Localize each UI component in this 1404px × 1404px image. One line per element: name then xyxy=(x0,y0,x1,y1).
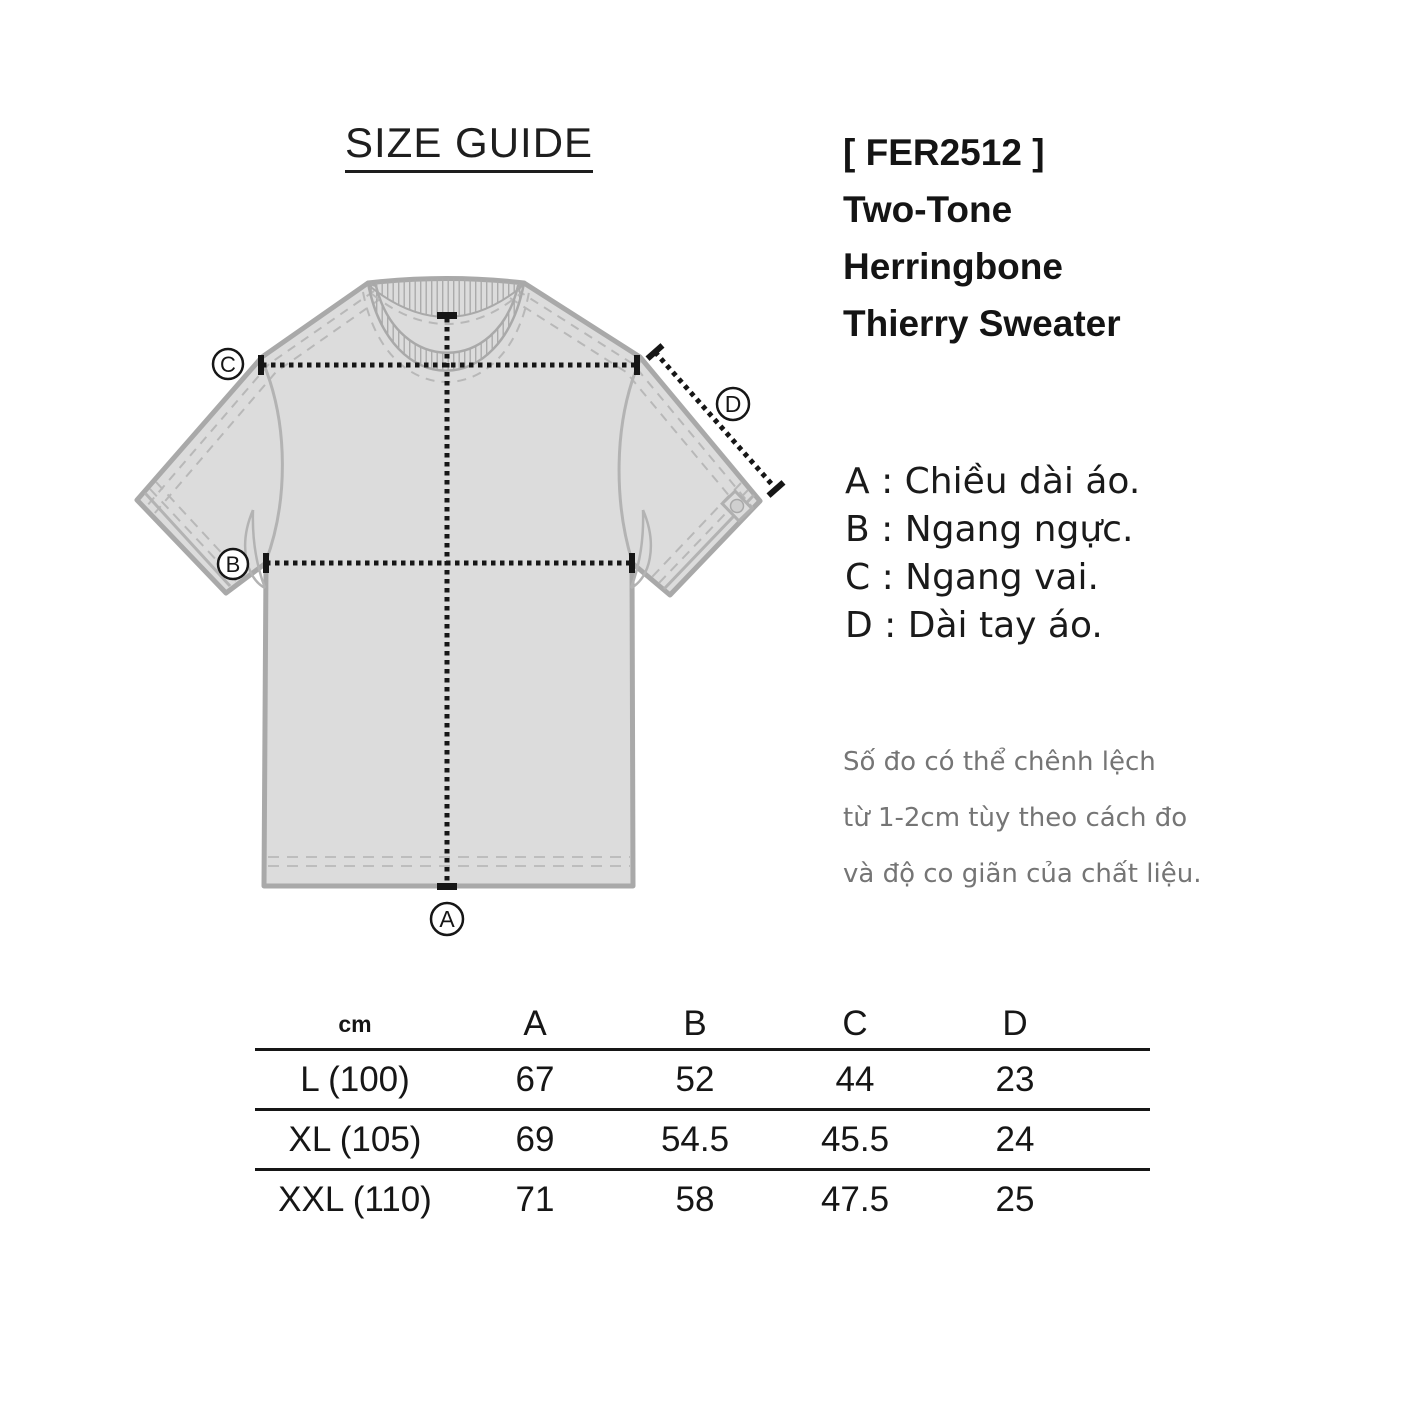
table-row xyxy=(255,1108,1150,1168)
note-line: từ 1-2cm tùy theo cách đo xyxy=(843,803,1188,833)
label-c-letter: C xyxy=(220,352,236,377)
value-b: 58 xyxy=(675,1179,715,1219)
value-c: 47.5 xyxy=(820,1179,890,1219)
label-a-letter: A xyxy=(439,906,455,932)
product-name-line: Herringbone xyxy=(843,246,1063,287)
size-table-header xyxy=(255,1000,1150,1048)
size-label: XL (105) xyxy=(288,1119,422,1159)
value-a: 71 xyxy=(515,1179,555,1219)
column-header-a: A xyxy=(523,1004,547,1043)
value-b: 52 xyxy=(675,1059,715,1099)
product-name-line: Thierry Sweater xyxy=(843,303,1121,344)
label-b-letter: B xyxy=(225,552,241,577)
unit-header: cm xyxy=(338,1010,372,1037)
note-line: và độ co giãn của chất liệu. xyxy=(843,859,1202,889)
measure-tick-a-top xyxy=(437,312,457,319)
tolerance-note xyxy=(843,734,1201,902)
value-d: 25 xyxy=(995,1179,1035,1219)
size-label: L (100) xyxy=(300,1059,410,1099)
value-d: 24 xyxy=(995,1119,1035,1159)
value-c: 45.5 xyxy=(820,1119,890,1159)
size-label: XXL (110) xyxy=(278,1179,432,1219)
note-line: Số đo có thể chênh lệch xyxy=(843,747,1156,777)
table-row xyxy=(255,1168,1150,1228)
tshirt-diagram xyxy=(100,240,800,940)
value-a: 69 xyxy=(515,1119,555,1159)
value-c: 44 xyxy=(835,1059,875,1099)
size-table xyxy=(255,1000,1150,1228)
label-c-circle xyxy=(213,349,243,379)
label-d-circle xyxy=(717,388,749,420)
legend-line-a: A : Chiều dài áo. xyxy=(845,461,1141,502)
legend-line-b: B : Ngang ngực. xyxy=(845,509,1134,550)
measure-tick-c-left xyxy=(258,355,264,375)
product-code: [ FER2512 ] xyxy=(843,132,1045,173)
column-header-c: C xyxy=(842,1004,868,1043)
value-d: 23 xyxy=(995,1059,1035,1099)
legend-line-c: C : Ngang vai. xyxy=(845,557,1099,598)
column-header-d: D xyxy=(1002,1004,1028,1043)
label-a-circle xyxy=(431,903,463,935)
table-row xyxy=(255,1048,1150,1108)
measure-tick-b-right xyxy=(629,553,635,573)
measure-tick-b-left xyxy=(263,553,269,573)
measure-tick-c-right xyxy=(634,355,640,375)
value-a: 67 xyxy=(515,1059,555,1099)
product-info xyxy=(843,124,1121,352)
page-title: SIZE GUIDE xyxy=(345,120,593,173)
measure-tick-a-bottom xyxy=(437,883,457,890)
product-name-line: Two-Tone xyxy=(843,189,1013,230)
measurement-legend xyxy=(845,458,1140,650)
legend-line-d: D : Dài tay áo. xyxy=(845,605,1103,646)
label-d-letter: D xyxy=(724,391,742,417)
label-b-circle xyxy=(218,549,248,579)
column-header-b: B xyxy=(683,1004,707,1043)
value-b: 54.5 xyxy=(660,1119,730,1159)
